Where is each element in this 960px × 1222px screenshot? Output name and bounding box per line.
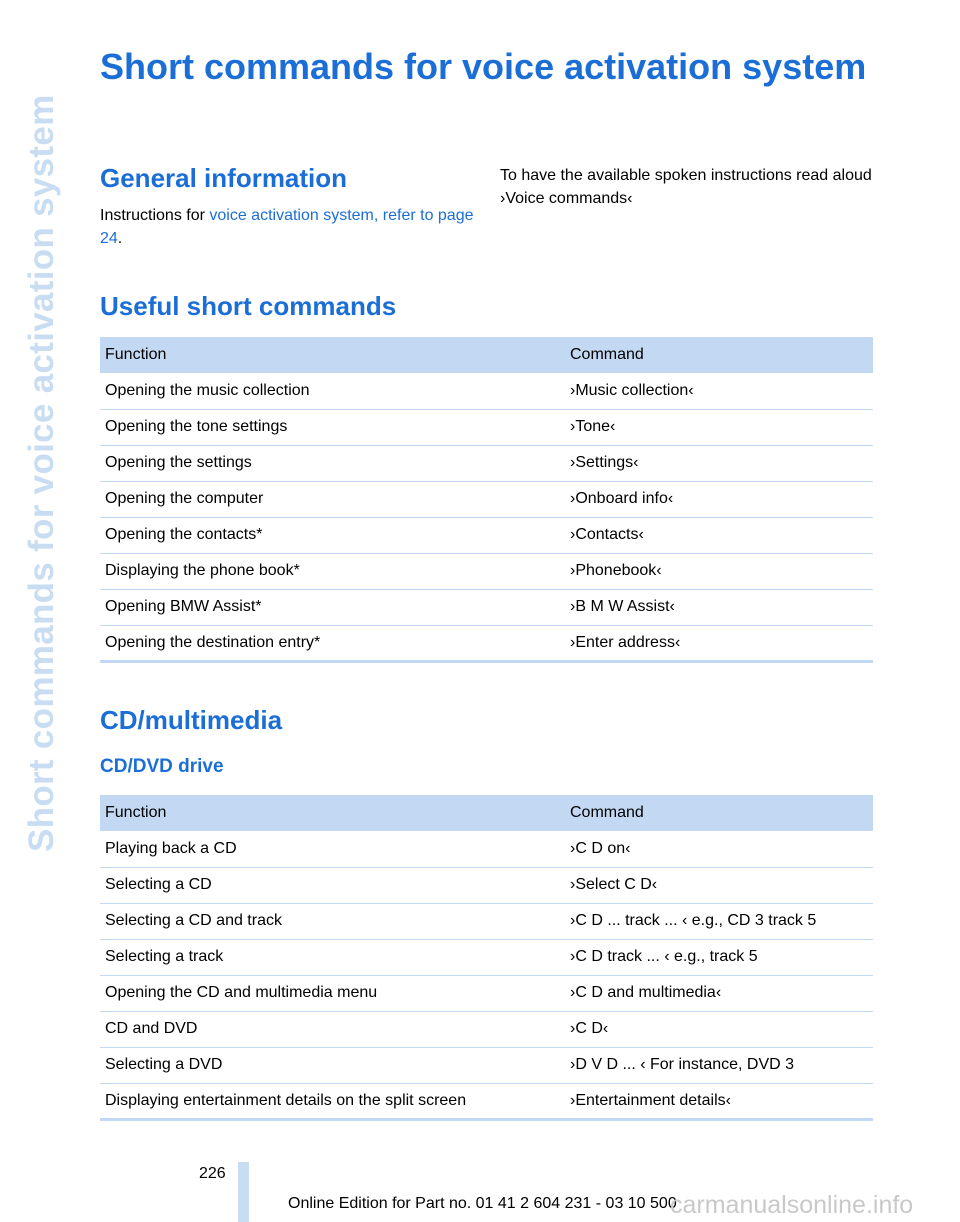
table-row <box>100 445 873 481</box>
cd-multimedia-heading: CD/multimedia <box>100 705 283 735</box>
function-cell: Opening the computer <box>100 481 565 517</box>
general-text-prefix: Instructions for <box>100 207 210 224</box>
function-column-header: Function <box>100 795 565 831</box>
command-cell: ›Contacts‹ <box>565 517 873 553</box>
command-cell: ›C D and multimedia‹ <box>565 975 873 1011</box>
table-row <box>100 1011 873 1047</box>
command-cell: ›C D track ... ‹ e.g., track 5 <box>565 939 873 975</box>
table-row <box>100 1047 873 1083</box>
function-cell: Playing back a CD <box>105 839 237 857</box>
command-column-header: Command <box>565 337 873 373</box>
function-cell: Selecting a CD <box>100 867 565 903</box>
command-cell: ›Music collection‹ <box>570 381 694 399</box>
page-title: Short commands for voice activation system <box>100 46 867 87</box>
command-cell: ›Phonebook‹ <box>565 553 873 589</box>
side-chapter-title: Short commands for voice activation system <box>22 94 61 852</box>
table-row <box>100 409 873 445</box>
function-cell: Opening BMW Assist* <box>100 589 565 625</box>
general-information-heading: General information <box>100 163 348 193</box>
table-header-row <box>100 795 873 831</box>
command-cell: ›Onboard info‹ <box>565 481 873 517</box>
table-row <box>100 625 873 661</box>
function-cell: CD and DVD <box>100 1011 565 1047</box>
table-header-row <box>100 337 873 373</box>
table-row <box>100 975 873 1011</box>
function-cell: Opening the contacts* <box>100 517 565 553</box>
cd-commands-table <box>100 795 873 1121</box>
cd-dvd-drive-subheading: CD/DVD drive <box>100 756 224 777</box>
table-row <box>100 589 873 625</box>
table-row <box>100 373 873 409</box>
function-cell: Displaying the phone book* <box>100 553 565 589</box>
command-cell: ›Settings‹ <box>565 445 873 481</box>
voice-activation-link[interactable]: voice activation system, refer to page 24 <box>100 207 474 247</box>
table-row <box>100 517 873 553</box>
function-cell: Opening the tone settings <box>100 409 565 445</box>
function-cell: Opening the settings <box>100 445 565 481</box>
command-cell: ›C D on‹ <box>570 839 631 857</box>
function-cell: Selecting a DVD <box>100 1047 565 1083</box>
table-row <box>100 831 873 867</box>
command-column-header: Command <box>565 795 873 831</box>
voice-commands-instruction: To have the available spoken instructions read aloud ›Voice commands‹ <box>500 167 872 207</box>
table-row <box>100 867 873 903</box>
command-cell: ›Entertainment details‹ <box>565 1083 873 1119</box>
page-number: 226 <box>199 1165 226 1182</box>
command-cell: ›Enter address‹ <box>565 625 873 661</box>
function-cell: Opening the destination entry* <box>100 625 565 661</box>
general-information-text <box>100 204 478 250</box>
table-row <box>100 903 873 939</box>
function-cell: Selecting a CD and track <box>100 903 565 939</box>
table-row <box>100 939 873 975</box>
function-column-header: Function <box>100 337 565 373</box>
command-cell: ›Select C D‹ <box>565 867 873 903</box>
command-cell: ›C D ... track ... ‹ e.g., CD 3 track 5 <box>565 903 873 939</box>
table-row <box>100 1083 873 1119</box>
general-text-suffix: . <box>117 230 123 247</box>
watermark: carmanualsonline.info <box>670 1191 914 1219</box>
table-row <box>100 553 873 589</box>
command-cell: ›D V D ... ‹ For instance, DVD 3 <box>565 1047 873 1083</box>
edition-footer: Online Edition for Part no. 01 41 2 604 231 - 03 10 500 <box>288 1195 677 1212</box>
useful-short-commands-heading: Useful short commands <box>100 291 397 321</box>
useful-commands-table <box>100 337 873 663</box>
command-cell: ›B M W Assist‹ <box>565 589 873 625</box>
command-cell: ›Tone‹ <box>565 409 873 445</box>
footer-accent-bar <box>238 1162 249 1222</box>
function-cell: Displaying entertainment details on the split screen <box>100 1083 565 1119</box>
table-row <box>100 481 873 517</box>
command-cell: ›C D‹ <box>565 1011 873 1047</box>
function-cell: Selecting a track <box>100 939 565 975</box>
function-cell: Opening the music collection <box>105 381 310 399</box>
function-cell: Opening the CD and multimedia menu <box>100 975 565 1011</box>
